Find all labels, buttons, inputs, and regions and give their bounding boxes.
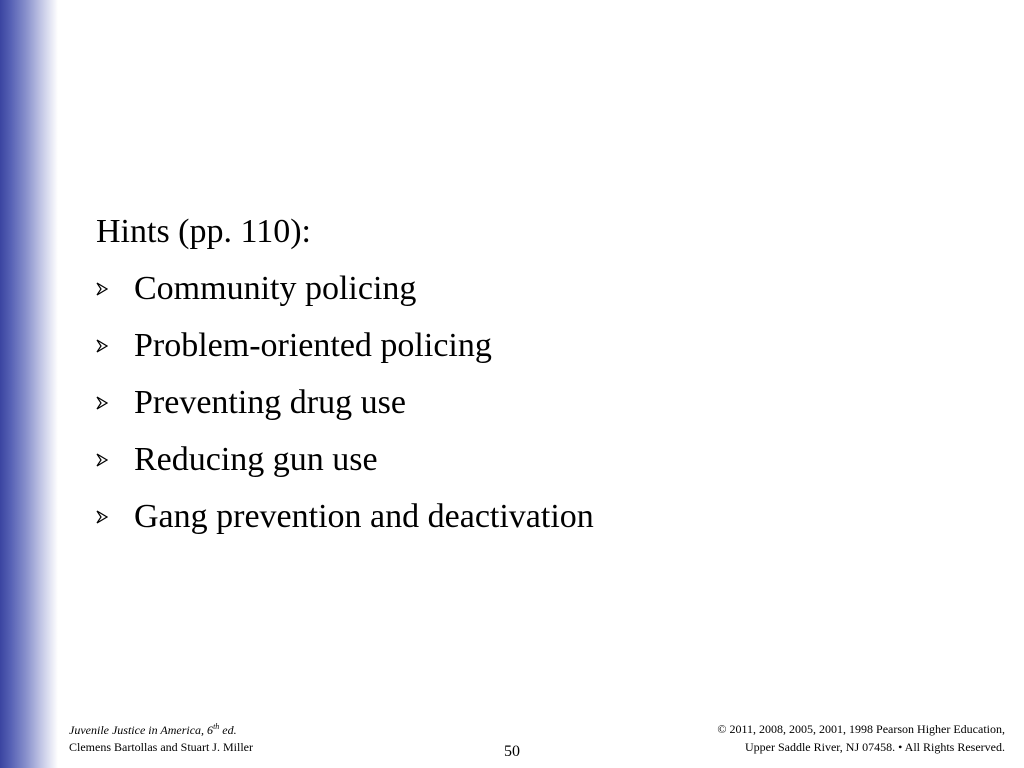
bullet-label: Problem-oriented policing: [134, 327, 492, 364]
arrowhead-bullet-icon: [96, 339, 108, 353]
arrowhead-bullet-icon: [96, 282, 108, 296]
bullet-item: [96, 260, 956, 317]
bullet-list: [96, 260, 956, 545]
bullet-label: Reducing gun use: [134, 441, 378, 478]
slide-content: [96, 203, 956, 545]
bullet-label: Gang prevention and deactivation: [134, 498, 594, 535]
side-gradient-bar: [0, 0, 58, 768]
bullet-label: Community policing: [134, 270, 417, 307]
arrowhead-bullet-icon: [96, 510, 108, 524]
footer-book-title: [69, 722, 253, 739]
edition-superscript: th: [213, 722, 220, 731]
edition-suffix: ed.: [219, 723, 237, 737]
bullet-item: [96, 317, 956, 374]
footer-copyright: [717, 720, 1005, 756]
bullet-item: [96, 488, 956, 545]
footer-authors: Clemens Bartollas and Stuart J. Miller: [69, 740, 253, 754]
bullet-item: [96, 374, 956, 431]
bullet-label: Preventing drug use: [134, 384, 406, 421]
slide-heading: Hints (pp. 110):: [96, 213, 312, 250]
page-number: 50: [504, 743, 520, 760]
arrowhead-bullet-icon: [96, 396, 108, 410]
arrowhead-bullet-icon: [96, 453, 108, 467]
footer-citation: [69, 722, 253, 756]
book-title-text: Juvenile Justice in America, 6: [69, 723, 214, 737]
copyright-line-1: © 2011, 2008, 2005, 2001, 1998 Pearson Higher Education,: [717, 722, 1005, 736]
bullet-item: [96, 431, 956, 488]
copyright-line-2: Upper Saddle River, NJ 07458. • All Rights Reserved.: [744, 740, 1005, 754]
